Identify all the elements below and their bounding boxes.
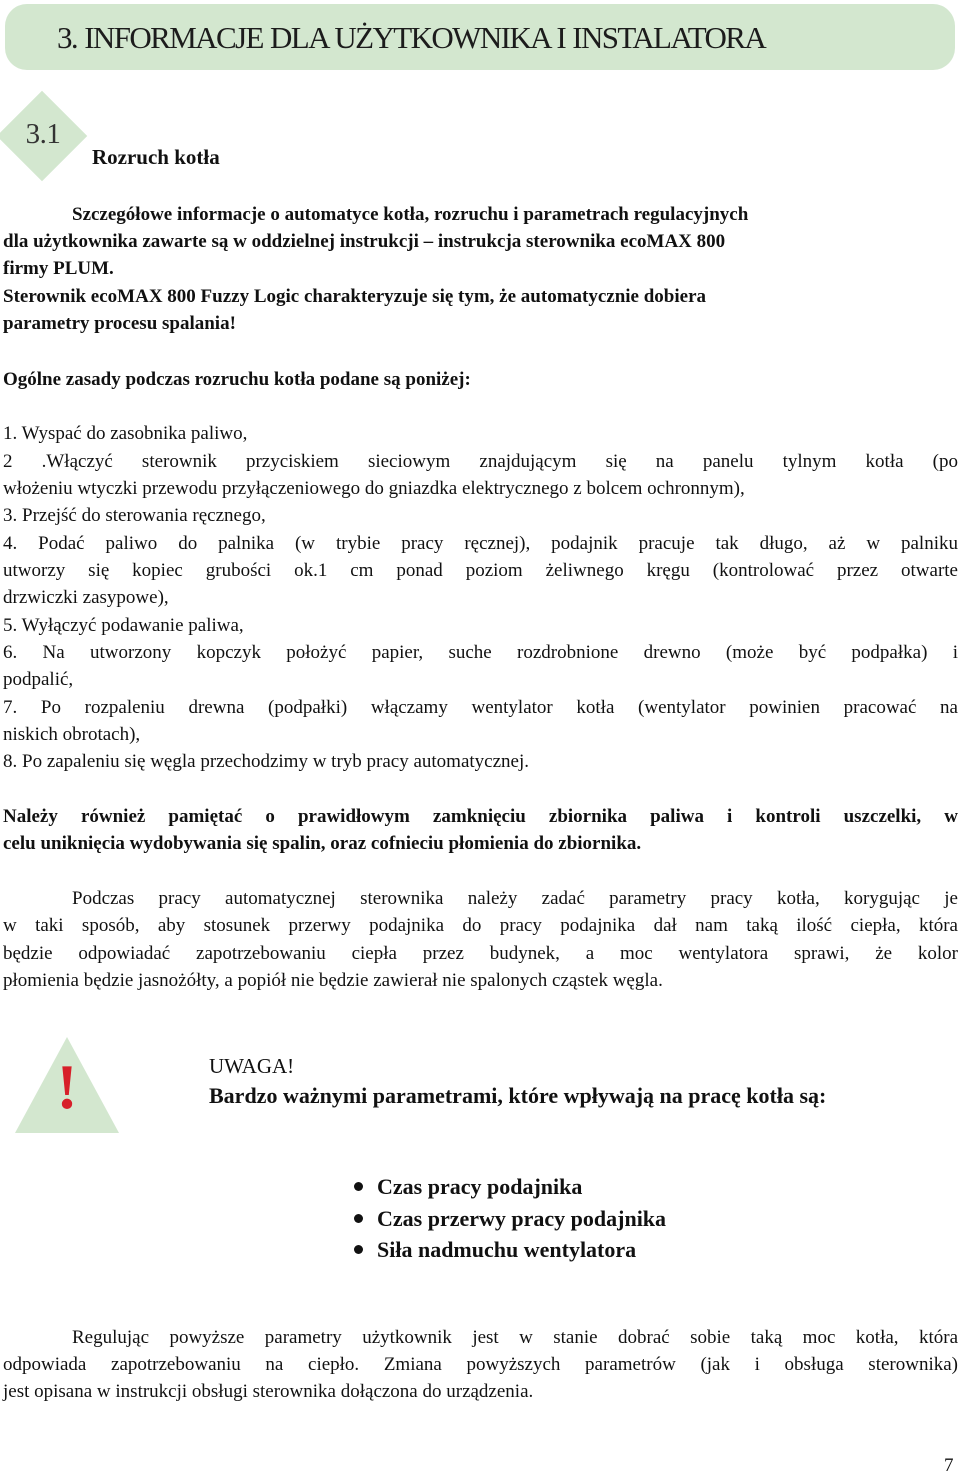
intro-line: Szczegółowe informacje o automatyce kotła, rozruchu i parametrach regulacyjnych: [72, 204, 749, 225]
bullet-icon: [354, 1214, 363, 1223]
closing-line: jest opisana w instrukcji obsługi sterownika dołączona do urządzenia.: [3, 1381, 534, 1402]
step-line: 8. Po zapaleniu się węgla przechodzimy w tryb pracy automatycznej.: [3, 751, 529, 772]
step-line: niskich obrotach),: [3, 724, 141, 745]
chapter-header-bar: [5, 4, 955, 70]
chapter-title: 3. INFORMACJE DLA UŻYTKOWNIKA I INSTALATORA: [57, 20, 766, 55]
list-item-label: Czas przerwy pracy podajnika: [377, 1206, 667, 1231]
section-number: 3.1: [25, 118, 61, 150]
step-line: 2 .Włączyć sterownik przyciskiem sieciowym znajdującym się na panelu tylnym kotła (po: [3, 451, 958, 472]
list-item: [354, 1206, 666, 1232]
auto-paragraph-line: płomienia będzie jasnożółty, a popiół nie będzie zawierał nie spalonych cząstek węgla.: [3, 970, 663, 991]
auto-paragraph-line: Podczas pracy automatycznej sterownika należy zadać parametry pracy kotła, korygując je: [72, 888, 958, 909]
intro-line: dla użytkownika zawarte są w oddzielnej instrukcji – instrukcja sterownika ecoMAX 800: [3, 231, 726, 252]
page-number: 7: [944, 1455, 954, 1476]
step-line: 4. Podać paliwo do palnika (w trybie pracy ręcznej), podajnik pracuje tak długo, aż w palniku: [3, 533, 958, 554]
intro-line: Sterownik ecoMAX 800 Fuzzy Logic charakteryzuje się tym, że automatycznie dobiera: [3, 286, 707, 307]
intro-line: firmy PLUM.: [3, 258, 114, 279]
list-item: [354, 1237, 636, 1263]
warning-label: UWAGA!: [209, 1054, 295, 1078]
step-line: 7. Po rozpaleniu drewna (podpałki) włączamy wentylator kotła (wentylator powinien pracować na: [3, 697, 958, 718]
step-line: 5. Wyłączyć podawanie paliwa,: [3, 615, 244, 636]
fuel-tank-note: celu uniknięcia wydobywania się spalin, oraz cofnieciu płomienia do zbiornika.: [3, 833, 642, 854]
intro-line: parametry procesu spalania!: [3, 313, 236, 334]
bullet-icon: [354, 1245, 363, 1254]
auto-paragraph-line: w taki sposób, aby stosunek przerwy podajnika do pracy podajnika dał nam taką ilość ciepła, która: [3, 915, 958, 936]
step-line: drzwiczki zasypowe),: [3, 587, 169, 608]
list-item: [354, 1174, 582, 1200]
list-item-label: Czas pracy podajnika: [377, 1174, 583, 1199]
rules-heading: Ogólne zasady podczas rozruchu kotła podane są poniżej:: [3, 369, 471, 390]
exclamation-icon: !: [56, 1051, 78, 1122]
step-line: utworzy się kopiec grubości ok.1 cm ponad poziom żeliwnego kręgu (kontrolować przez otwarte: [3, 560, 958, 581]
bullet-icon: [354, 1182, 363, 1191]
step-line: 1. Wyspać do zasobnika paliwo,: [3, 423, 248, 444]
fuel-tank-note: Należy również pamiętać o prawidłowym zamknięciu zbiornika paliwa i kontroli uszczelki, w: [3, 806, 958, 827]
step-line: podpalić,: [3, 669, 74, 690]
closing-line: odpowiada zapotrzebowaniu na ciepło. Zmiana powyższych parametrów (jak i obsługa sterownika): [3, 1354, 958, 1375]
auto-paragraph-line: będzie odpowiadać zapotrzebowaniu ciepła przez budynek, a moc wentylatora sprawi, że kolor: [3, 943, 958, 964]
section-title: Rozruch kotła: [92, 145, 220, 169]
warning-heading: Bardzo ważnymi parametrami, które wpływają na pracę kotła są:: [209, 1083, 827, 1108]
closing-line: Regulując powyższe parametry użytkownik jest w stanie dobrać sobie taką moc kotła, która: [72, 1327, 958, 1348]
step-line: 3. Przejść do sterowania ręcznego,: [3, 505, 266, 526]
step-line: 6. Na utworzony kopczyk położyć papier, suche rozdrobnione drewno (może być podpałka) i: [3, 642, 958, 663]
list-item-label: Siła nadmuchu wentylatora: [377, 1237, 637, 1262]
step-line: włożeniu wtyczki przewodu przyłączeniowego do gniazdka elektrycznego z bolcem ochronnym),: [3, 478, 745, 499]
